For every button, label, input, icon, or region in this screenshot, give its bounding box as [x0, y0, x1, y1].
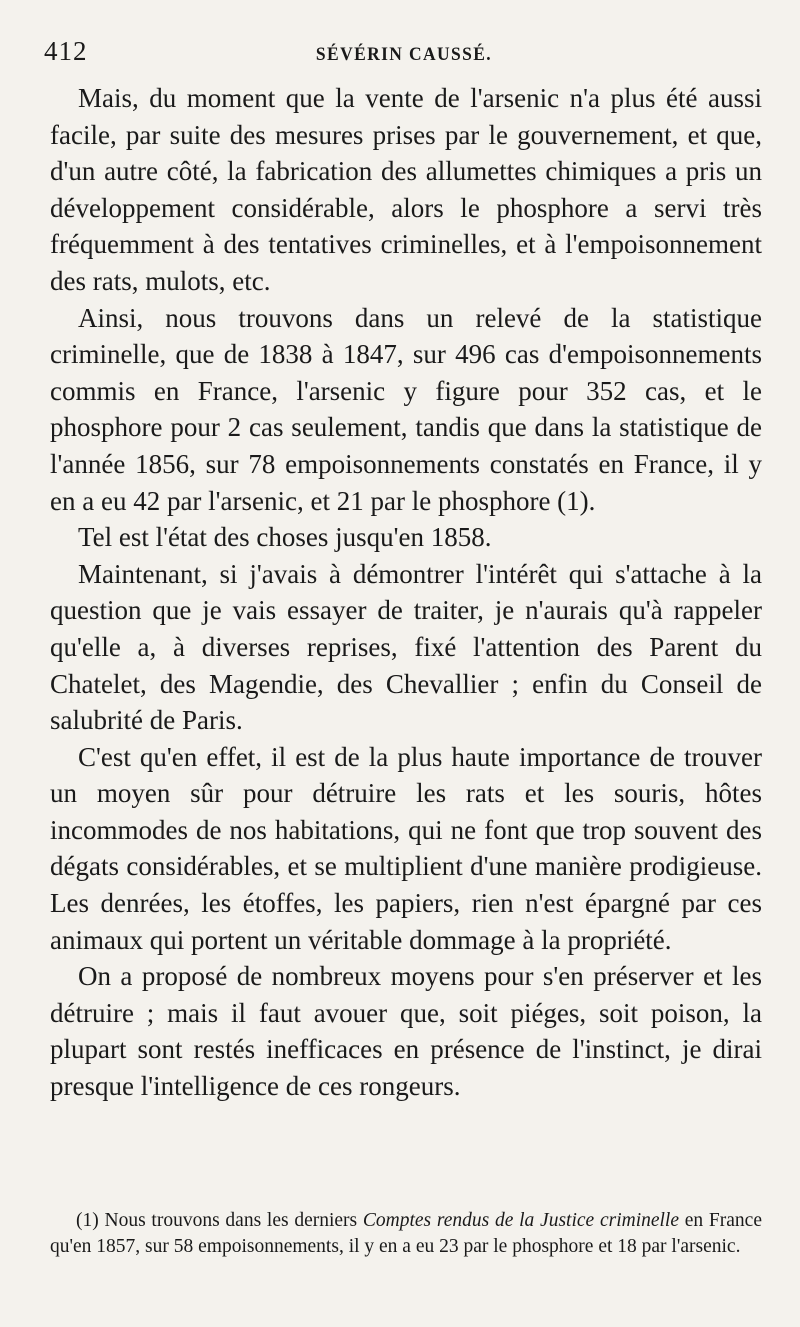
paragraph: Maintenant, si j'avais à démontrer l'intérêt qui s'attache à la question que je vais essayer de traiter, je n'aurais qu'à rappeler qu'elle a, à diverses reprises, fixé l'attention des Parent du Chatelet, des Magendie, des Chevallier ; enfin du Conseil de salubrité de Paris.	[50, 558, 762, 736]
footnote-text-end: en France qu'en 1857, sur 58 empoisonnements, il y en a eu 23 par le phosphore et 18 par l'arsenic.	[50, 1210, 762, 1257]
paragraph: Mais, du moment que la vente de l'arsenic n'a plus été aussi facile, par suite des mesures prises par le gouvernement, et que, d'un autre côté, la fabrication des allumettes chimiques a pris un développement considérable, alors le phosphore a servi très fréquemment à des tentatives criminelles, et à l'empoisonnement des rats, mulots, etc.	[50, 83, 762, 296]
paragraph: Ainsi, nous trouvons dans un relevé de la statistique criminelle, que de 1838 à 1847, sur 496 cas d'empoisonnements commis en France, l'arsenic y figure pour 352 cas, et le phosphore pour 2 cas seulement, tandis que dans la statistique de l'année 1856, sur 78 empoisonnements constatés en France, il y en a eu 42 par l'arsenic, et 21 par le phosphore (1).	[50, 302, 762, 516]
running-head: SÉVÉRIN CAUSSÉ.	[315, 44, 493, 65]
paragraph: Tel est l'état des choses jusqu'en 1858.	[78, 522, 492, 553]
footnotes	[50, 1208, 762, 1260]
page-header	[44, 36, 764, 76]
page-number: 412	[44, 36, 88, 66]
paragraph: On a proposé de nombreux moyens pour s'en préserver et les détruire ; mais il faut avouer que, soit piéges, soit poison, la plupart sont restés inefficaces en présence de l'instinct, je dirai presque l'intelligence de ces rongeurs.	[50, 961, 762, 1102]
footnote-text: (1) Nous trouvons dans les derniers	[76, 1210, 363, 1231]
footnote-italic-title: Comptes rendus de la Justice criminelle	[362, 1210, 680, 1231]
main-text	[50, 80, 762, 1105]
footnote	[50, 1208, 762, 1260]
paragraph: C'est qu'en effet, il est de la plus haute importance de trouver un moyen sûr pour détruire les rats et les souris, hôtes incommodes de nos habitations, qui ne font que trop souvent des dégats considérables, et se multiplient d'une manière prodigieuse. Les denrées, les étoffes, les papiers, rien n'est épargné par ces animaux qui portent un véritable dommage à la propriété.	[50, 741, 762, 955]
